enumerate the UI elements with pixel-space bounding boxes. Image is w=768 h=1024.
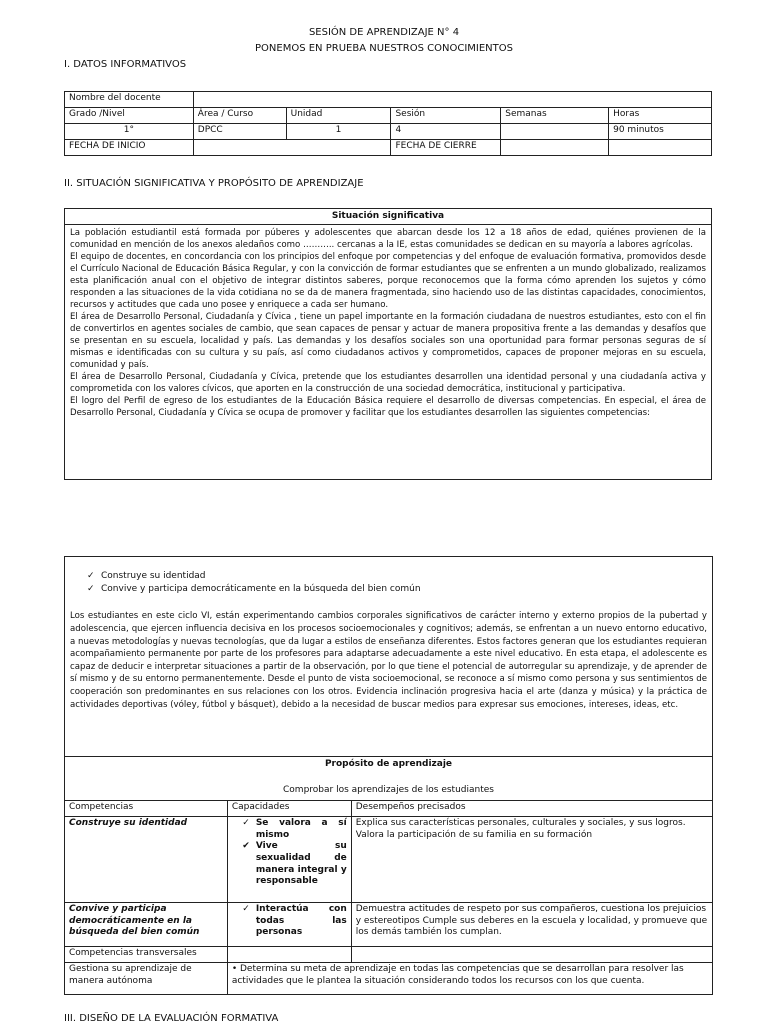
ciclo-paragraph: Los estudiantes en este ciclo VI, están experimentando cambios corporales significativos de carácter interno y externo propios de la pubertad y adolescencia, que ejercen influencia decisiva en los procesos socioemocionales y cognitivos; además, se enfrentan a un nuevo entorno educativo, a nuevas metodologías y nuevas tecnologías, que da lugar a estilos de enseñanza diferentes. Estos factores generan que los estudiantes requieran acompañamiento permanente por parte de los profesores para adaptarse adecuadamente a este nivel educativo. En esta etapa, el adolescente es capaz de deducir e interpretar situaciones a partir de la observación, por lo que tiene el potencial de autorregular su aprendizaje, y de aprender de sí mismo y de su entorno permanentemente. Desde el punto de vista socioemocional, se reconoce a sí mismo como persona y sus sentimientos de cooperación son predominantes en sus relaciones con los otros. Evidencia inclinación progresiva hacia el arte (danza y música) y la práctica de actividades deportivas (vóley, fútbol y básquet), debido a la necesidad de buscar medios para expresar sus emociones, intereses, ideas, etc. <box>70 611 707 710</box>
competencia-identidad: Construye su identidad <box>65 817 228 903</box>
label-grado: Grado /Nivel <box>65 108 194 124</box>
header-capacidades: Capacidades <box>227 801 351 817</box>
situacion-paragraph: El área de Desarrollo Personal, Ciudadanía y Cívica , tiene un papel importante en la formación ciudadana de nuestros estudiantes, esto con el fin de convertirlos en agentes sociales de cambio, que sean capaces de pensar y actuar de manera propositiva frente a las demandas y desafíos que se presentan en su escuela, localidad y país. Las demandas y los desafíos sociales son una oportunidad para formar personas seguras de sí mismas e identificadas con su cultura y su país, así como ciudadanos activos y comprometidos, capaces de proponer mejoras en su escuela, comunidad y país. <box>70 312 706 370</box>
situacion-significativa-box <box>64 208 712 480</box>
competencia-gestiona: Gestiona su aprendizaje de manera autónoma <box>65 963 228 995</box>
competencias-checklist <box>65 557 712 595</box>
capacidad-item: ✓ Interactúa con todas las personas <box>234 904 347 939</box>
capacidad-item: ✓ Se valora a sí mismo <box>234 818 347 841</box>
session-subtitle: PONEMOS EN PRUEBA NUESTROS CONOCIMIENTOS <box>255 43 513 54</box>
label-unidad: Unidad <box>286 108 391 124</box>
desempeno-gestiona: • Determina su meta de aprendizaje en todas las competencias que se desarrollan para resolver las actividades que le plantea la situación considerando todos los recursos con los que cuenta. <box>227 963 712 995</box>
checkmark-icon: ✔ <box>242 841 250 852</box>
label-area: Área / Curso <box>193 108 286 124</box>
checklist-item: ✓ Construye su identidad <box>87 571 206 581</box>
situacion-paragraph: El área de Desarrollo Personal, Ciudadanía y Cívica, pretende que los estudiantes desarrollen una identidad personal y una ciudadanía activa y comprometida con los valores cívicos, que aporten en la construcción de una sociedad democrática, institucional y participativa. <box>70 372 706 394</box>
value-fecha-cierre <box>501 140 609 156</box>
competencia-convive: Convive y participa democráticamente en la búsqueda del bien común <box>65 903 228 947</box>
competencias-context-box <box>64 556 713 756</box>
value-unidad: 1 <box>286 124 391 140</box>
datos-informativos-table <box>64 91 712 156</box>
value-horas: 90 minutos <box>609 124 712 140</box>
label-semanas: Semanas <box>501 108 609 124</box>
label-docente: Nombre del docente <box>65 92 194 108</box>
header-competencias: Competencias <box>65 801 228 817</box>
checkmark-icon: ✓ <box>87 571 95 581</box>
proposito-title: Propósito de aprendizaje <box>324 759 453 769</box>
section-2-heading: II. SITUACIÓN SIGNIFICATIVA Y PROPÓSITO DE APRENDIZAJE <box>64 178 364 189</box>
capacidad-item: ✔ Vive su sexualidad de manera integral y responsable <box>234 841 347 888</box>
section-1-heading: I. DATOS INFORMATIVOS <box>64 59 187 70</box>
situacion-paragraph: La población estudiantil está formada por púberes y adolescentes que abarcan desde los 12 a 18 años de edad, quiénes provienen de la comunidad en mención de los anexos aledaños como ……….. cercanas a la IE, estas comunidades se dedican en su mayoría a labores agrícolas. <box>70 228 706 250</box>
value-sesion: 4 <box>391 124 501 140</box>
situacion-paragraph: El logro del Perfil de egreso de los estudiantes de la Educación Básica requiere el desarrollo de diversas competencias. En especial, el área de Desarrollo Personal, Ciudadanía y Cívica se ocupa de promover y facilitar que los estudiantes desarrollen las siguientes competencias: <box>70 396 706 418</box>
label-fecha-inicio: FECHA DE INICIO <box>65 140 194 156</box>
situacion-title: Situación significativa <box>65 209 711 225</box>
situacion-paragraph: El equipo de docentes, en concordancia con los principios del enfoque por competencias y del enfoque de evaluación formativa, promovidos desde el Currículo Nacional de Educación Básica Regular, y con la convicción de formar estudiantes que se enfrenten a un mundo globalizado, realizamos esta planificación anual con el objetivo de integrar distintos saberes, porque reconocemos que la forma cómo aprenden los sujetos y cómo responden a las situaciones de la vida cotidiana no se da de manera fragmentada, sino haciendo uso de las distintas capacidades, conocimientos, recursos y actitudes que cada uno posee y enriquece a cada ser humano. <box>70 252 706 310</box>
checkmark-icon: ✓ <box>242 818 250 828</box>
value-docente <box>193 92 711 108</box>
checkmark-icon: ✓ <box>87 583 95 594</box>
value-grado: 1° <box>65 124 194 140</box>
desempeno-identidad: Explica sus características personales, culturales y sociales, y sus logros. Valora la participación de su familia en su formación <box>351 817 712 903</box>
desempeno-convive: Demuestra actitudes de respeto por sus compañeros, cuestiona los prejuicios y estereotipos Cumple sus deberes en la escuela y localidad, y promueve que los demás también los cumplan. <box>351 903 712 947</box>
value-area: DPCC <box>193 124 286 140</box>
label-horas: Horas <box>609 108 712 124</box>
proposito-subtitle: Comprobar los aprendizajes de los estudiantes <box>283 784 494 795</box>
header-desempenos: Desempeños precisados <box>351 801 712 817</box>
label-fecha-cierre: FECHA DE CIERRE <box>391 140 501 156</box>
checklist-item: ✓ Convive y participa democráticamente en la búsqueda del bien común <box>87 583 421 594</box>
value-semanas <box>501 124 609 140</box>
transversales-label: Competencias transversales <box>65 947 228 963</box>
label-sesion: Sesión <box>391 108 501 124</box>
value-fecha-inicio <box>193 140 391 156</box>
checkmark-icon: ✓ <box>242 904 250 914</box>
section-3-heading: III. DISEÑO DE LA EVALUACIÓN FORMATIVA <box>64 1013 279 1024</box>
session-title: SESIÓN DE APRENDIZAJE N° 4 <box>308 27 460 38</box>
proposito-table <box>64 756 713 995</box>
